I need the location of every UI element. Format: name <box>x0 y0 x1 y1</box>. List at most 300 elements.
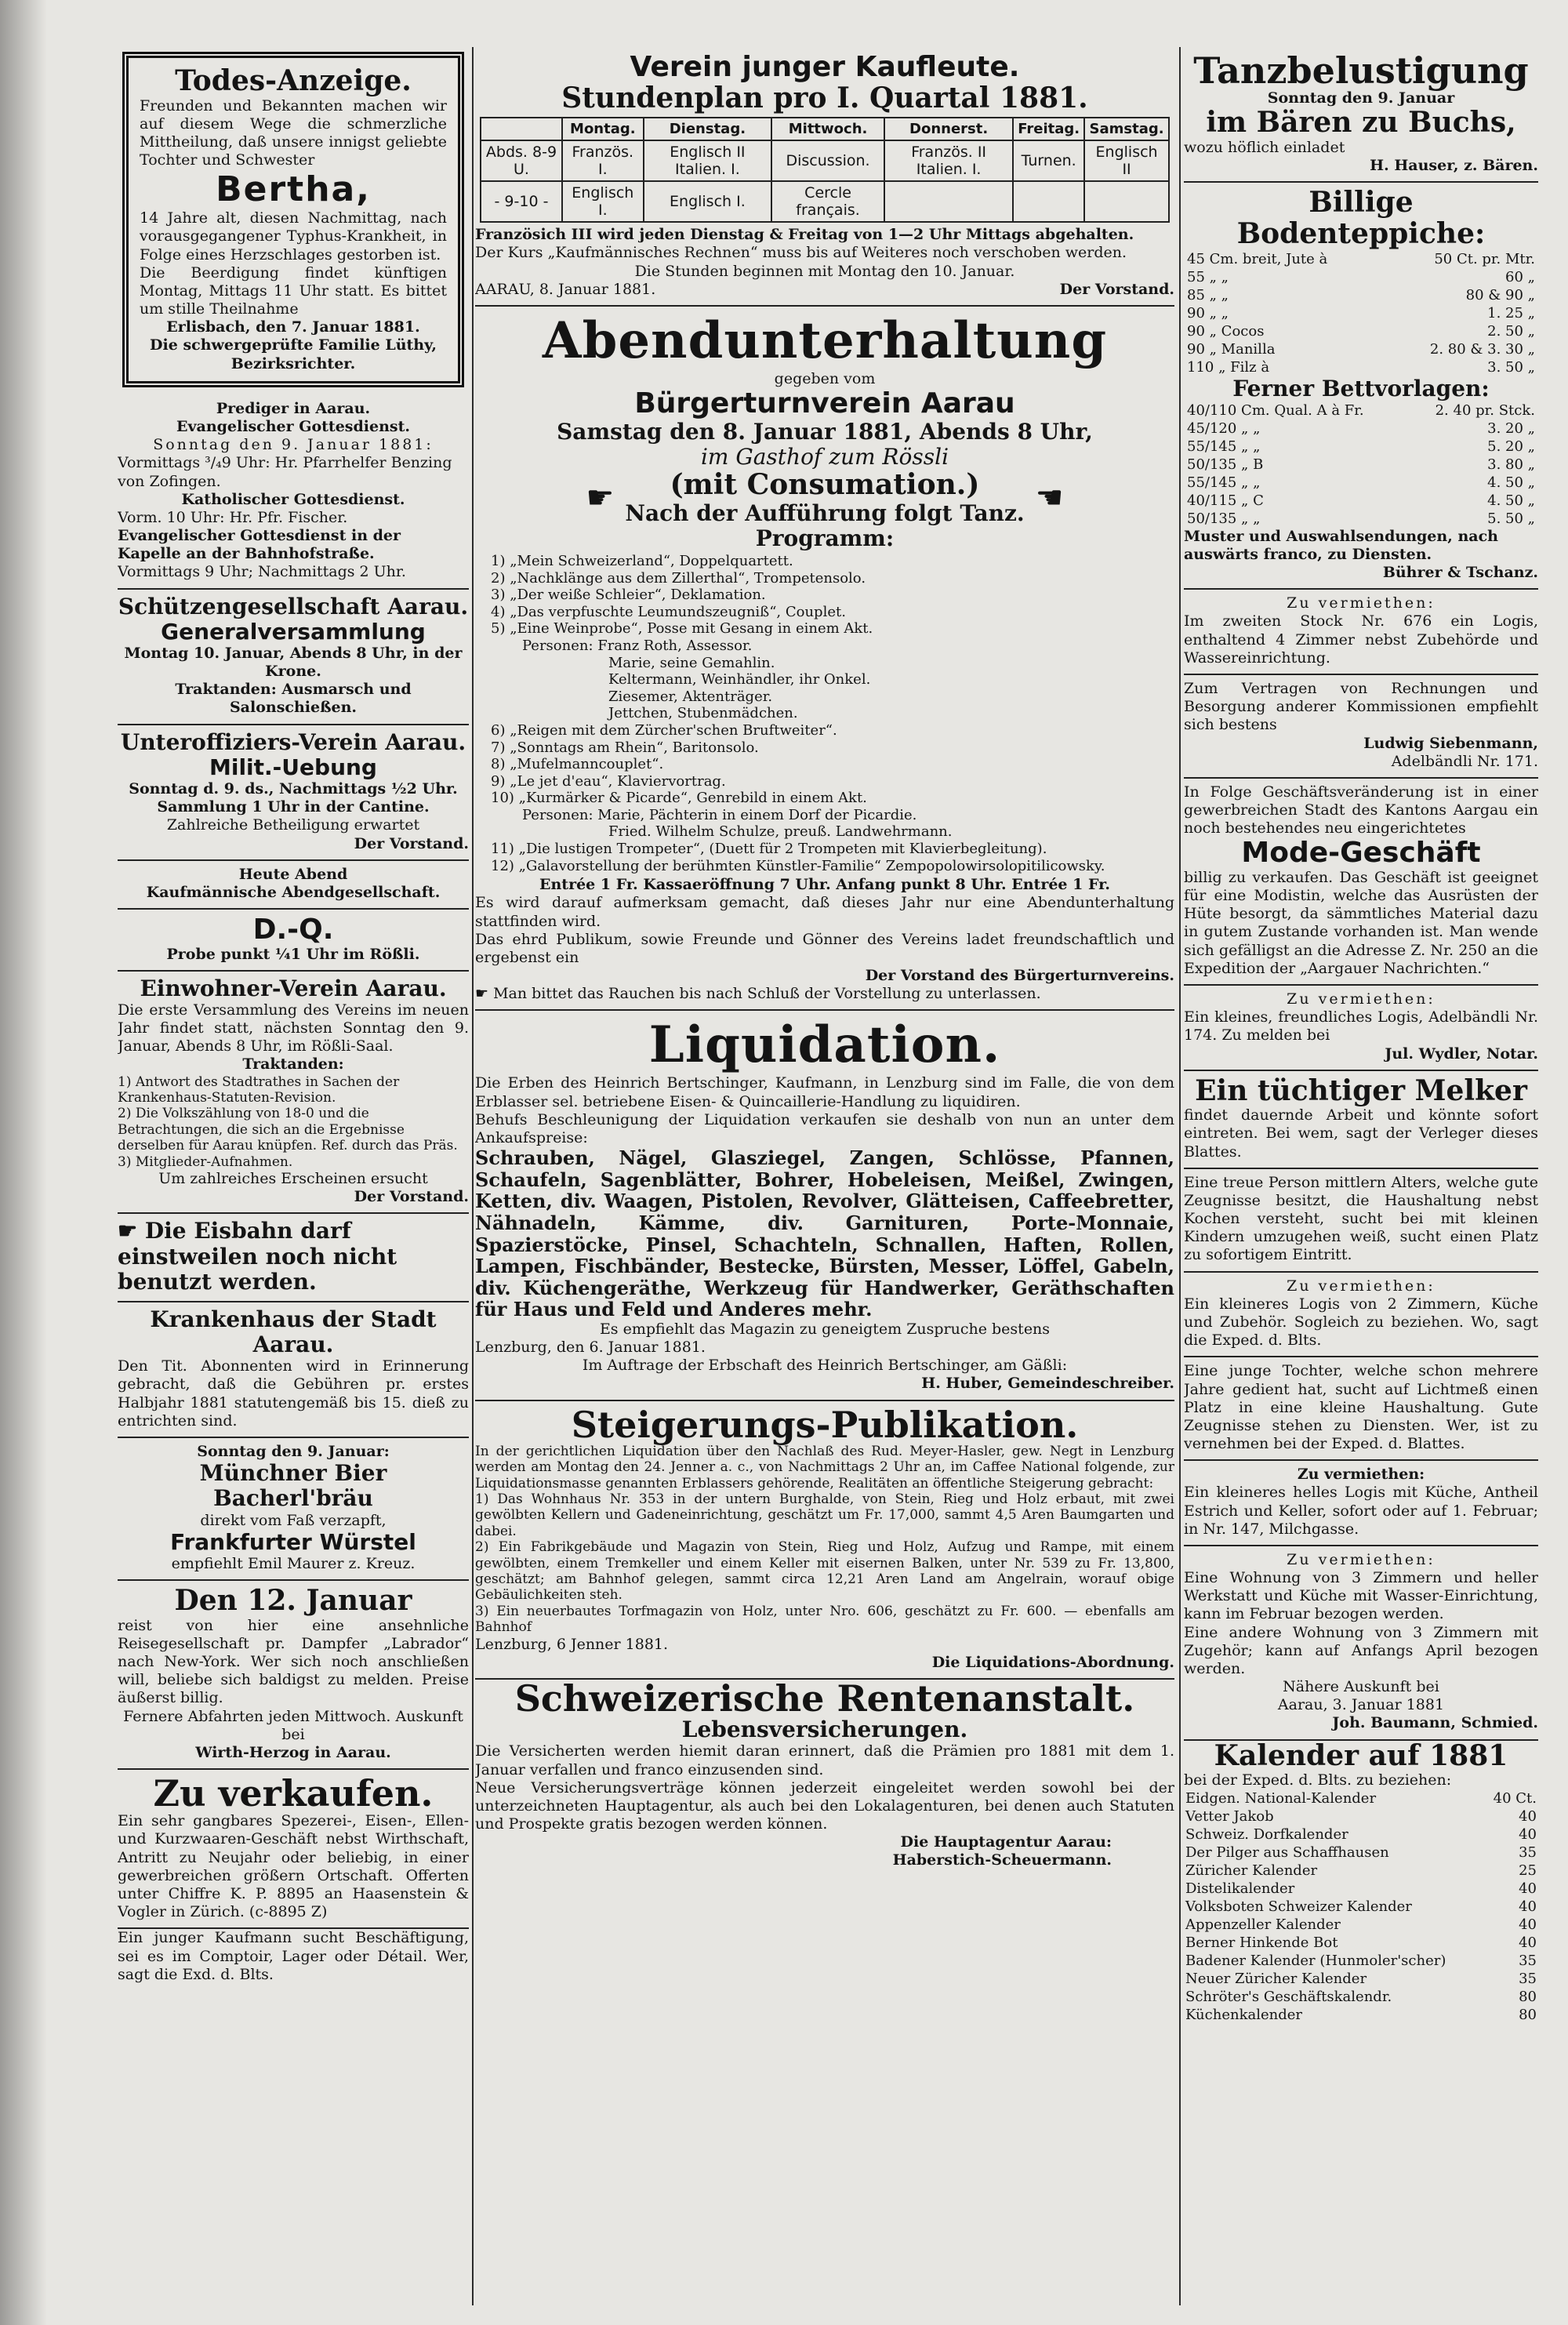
price-row <box>1184 510 1538 528</box>
verein-date: AARAU, 8. Januar 1881. <box>475 280 656 298</box>
einwohner-item: 3) Mitglieder-Aufnahmen. <box>118 1153 293 1170</box>
program-item: 5) „Eine Weinprobe“, Posse mit Gesang in einem Akt. <box>491 620 873 638</box>
timetable-cell: Französ. II Italien. I. <box>884 140 1013 181</box>
abend-club: Bürgerturnverein Aarau <box>634 387 1015 420</box>
kalender-price: 35 <box>1519 1953 1537 1970</box>
liquidation-signer: H. Huber, Gemeindeschreiber. <box>921 1375 1174 1393</box>
vermieten3-notice <box>1184 1273 1538 1358</box>
schuetzen-sub: Generalversammlung <box>161 618 426 645</box>
kalender-name: Volksboten Schweizer Kalender <box>1185 1898 1412 1916</box>
unteroffiziers-line1: Sonntag d. 9. ds., Nachmittags ½2 Uhr. Sammlung 1 Uhr in der Cantine. <box>129 779 458 816</box>
vorlagen-price-table <box>1184 401 1538 528</box>
kalender-row <box>1184 1916 1538 1934</box>
kalender-price: 80 <box>1519 2007 1537 2024</box>
vermieten2-notice <box>1184 986 1538 1071</box>
muenchner-title: Münchner Bier Bacherl'bräu <box>199 1460 387 1512</box>
boden-muster: Muster und Auswahlsendungen, nach auswärts franco, zu Diensten. <box>1184 527 1498 563</box>
death-notice-name: Bertha, <box>216 169 371 210</box>
einwohner-signer: Der Vorstand. <box>354 1188 469 1206</box>
timetable-header-row <box>481 118 1169 140</box>
verein-signer: Der Vorstand. <box>1059 280 1174 298</box>
kalender-sub: bei der Exped. d. Blts. zu beziehen: <box>1184 1771 1452 1789</box>
tanz-notice <box>1184 47 1538 183</box>
kalender-name: Berner Hinkende Bot <box>1185 1934 1338 1952</box>
liquidation-text2: Behufs Beschleunigung der Liquidation verkaufen sie deshalb von nun an unter dem Ankaufspreise: <box>475 1110 1174 1146</box>
kalender-name: Schweiz. Dorfkalender <box>1185 1826 1348 1844</box>
price-row <box>1184 268 1538 286</box>
price-row <box>1184 401 1538 420</box>
program-item: 11) „Die lustigen Trompeter“, (Duett für 2 Trompeten mit Klavierbegleitung). <box>491 841 1047 858</box>
kalender-price: 40 <box>1519 1898 1537 1916</box>
kalender-name: Badener Kalender (Hunmoler'scher) <box>1185 1953 1446 1970</box>
steigerung-notice <box>475 1401 1174 1680</box>
abend-smoke: Man bittet das Rauchen bis nach Schluß der Vorstellung zu unterlassen. <box>493 985 1041 1003</box>
tanz-signer: H. Hauser, z. Bären. <box>1370 157 1538 175</box>
renten-signer1: Die Hauptagentur Aarau: <box>900 1833 1112 1851</box>
krankenhaus-notice <box>118 1302 469 1438</box>
unteroffiziers-title: Unteroffiziers-Verein Aarau. <box>120 728 466 755</box>
vermieten5-text: Eine Wohnung von 3 Zimmern und heller Werkstatt und Küche mit Wasser-Einrichtung, kann im Februar bezogen werden. <box>1184 1569 1538 1623</box>
program-item: 4) „Das verpfuschte Leumundszeugniß“, Couplet. <box>491 603 846 620</box>
left-column <box>118 47 469 1984</box>
price-row <box>1184 358 1538 376</box>
kalender-price: 80 <box>1519 1989 1537 2006</box>
timetable-cell: Turnen. <box>1013 140 1084 181</box>
timetable-cell: Französ. I. <box>562 140 644 181</box>
timetable-header-cell: Dienstag. <box>644 118 771 140</box>
unteroffiziers-signer: Der Vorstand. <box>354 834 469 852</box>
timetable-cell: Abds. 8-9 U. <box>481 140 562 181</box>
program-item: 8) „Mufelmanncouplet“. <box>491 756 664 773</box>
boden-notice <box>1184 183 1538 590</box>
person: Marie, seine Gemahlin. <box>608 654 775 671</box>
kalender-price: 25 <box>1519 1862 1537 1880</box>
persons-label: Personen: <box>522 806 593 823</box>
schuetzen-title: Schützengesellschaft Aarau. <box>118 593 469 619</box>
timetable-cell: Englisch I. <box>644 181 771 222</box>
einwohner-notice <box>118 972 469 1215</box>
einwohner-title: Einwohner-Verein Aarau. <box>140 975 447 1001</box>
vermieten5-notice <box>1184 1546 1538 1741</box>
chapel-service-line: Vormittags 9 Uhr; Nachmittags 2 Uhr. <box>118 563 406 581</box>
price-row <box>1184 340 1538 358</box>
verkaufen-notice <box>118 1770 469 1929</box>
steigerung-item: 1) Das Wohnhaus Nr. 353 in der untern Burghalde, von Stein, Rieg und Holz erbaut, mit zwei gewölbten Kellern und Gadeneinrichtung, geschätzt um Fr. 17,000, sammt 4,5 Aren Baumgarten und dabei. <box>475 1491 1174 1539</box>
abend-consumation-row <box>475 470 1174 526</box>
timetable-cell: - 9-10 - <box>481 181 562 222</box>
cath-service-line: Vorm. 10 Uhr: Hr. Pfr. Fischer. <box>118 508 348 526</box>
verein-footer <box>475 281 1174 299</box>
program-item: 1) „Mein Schweizerland“, Doppelquartett. <box>491 552 793 569</box>
tanz-line2: im Bären zu Buchs, <box>1206 106 1516 140</box>
price-label: 85 „ „ <box>1187 286 1229 303</box>
person: Ziesemer, Aktenträger. <box>608 688 773 705</box>
price-row <box>1184 304 1538 322</box>
liquidation-date: Lenzburg, den 6. Januar 1881. <box>475 1339 706 1357</box>
preachers-title: Prediger in Aarau. <box>216 399 371 417</box>
timetable-cell <box>1084 181 1169 222</box>
boden-title: Billige Bodenteppiche: <box>1236 186 1486 250</box>
kalender-price: 40 <box>1519 1916 1537 1934</box>
price-label: 110 „ Filz à <box>1187 358 1270 376</box>
price-label: 55 „ „ <box>1187 268 1229 285</box>
muenchner-notice <box>118 1438 469 1581</box>
timetable-cell: Englisch II <box>1084 140 1169 181</box>
price-value: 4. 50 „ <box>1487 492 1535 509</box>
dq-title: D.-Q. <box>252 914 334 946</box>
chapel-service-title: Evangelischer Gottesdienst in der Kapelle an der Bahnhofstraße. <box>118 527 401 563</box>
vermieten1-text: Im zweiten Stock Nr. 676 ein Logis, enthaltend 4 Zimmer nebst Zubehörde und Wassereinrichtung. <box>1184 612 1538 667</box>
price-label: 40/115 „ C <box>1187 492 1264 509</box>
timetable-cell <box>1013 181 1084 222</box>
boden-price-table <box>1184 250 1538 376</box>
price-row <box>1184 250 1538 268</box>
pointing-hand-left-icon: ☚ <box>1035 479 1064 516</box>
abend-given: gegeben vom <box>774 369 876 387</box>
kalender-row <box>1184 1988 1538 2006</box>
price-row <box>1184 438 1538 456</box>
price-row <box>1184 456 1538 474</box>
dq-line: Probe punkt ¼1 Uhr im Rößli. <box>166 945 420 963</box>
vermieten4-text: Ein kleineres helles Logis mit Küche, Antheil Estrich und Keller, sofort oder auf 1. Februar; in Nr. 147, Milchgasse. <box>1184 1484 1538 1538</box>
januar-text2: Fernere Abfahrten jeden Mittwoch. Auskunft bei <box>123 1707 463 1743</box>
ev-service-line: Vormittags ³/₄9 Uhr: Hr. Pfarrhelfer Benzing von Zofingen. <box>118 454 452 490</box>
person: Keltermann, Weinhändler, ihr Onkel. <box>608 671 871 688</box>
price-value: 5. 20 „ <box>1487 438 1535 455</box>
vermieten5-signer: Joh. Baumann, Schmied. <box>1332 1714 1538 1732</box>
timetable-row <box>481 140 1169 181</box>
muenchner-sub: direkt vom Faß verzapft, <box>200 1511 387 1529</box>
price-label: 55/145 „ „ <box>1187 474 1261 491</box>
death-notice-title: Todes-Anzeige. <box>175 64 412 97</box>
unteroffiziers-line2: Zahlreiche Betheiligung erwartet <box>166 816 420 834</box>
price-label: 55/145 „ „ <box>1187 438 1261 455</box>
kalender-name: Züricher Kalender <box>1185 1862 1318 1880</box>
column-divider <box>1179 47 1181 2305</box>
abend-notice <box>475 307 1174 1012</box>
program-item: 12) „Galavorstellung der berühmten Künstler-Familie“ Zempopolowirsolopitilicowsky. <box>491 857 1105 874</box>
timetable-header-cell: Mittwoch. <box>771 118 884 140</box>
pointing-hand-right-icon: ☛ <box>586 479 615 516</box>
death-notice-signer: Die schwergeprüfte Familie Lüthy, Bezirksrichter. <box>150 336 437 372</box>
renten-text2: Neue Versicherungsverträge können jederzeit eingeleitet werden sowohl bei der unterzeichneten Hauptagentur, als auch bei den Lokalagenturen, bei denen auch Statuten und Prospekte gratis bezogen werden können. <box>475 1778 1174 1833</box>
schuetzen-line2: Traktanden: Ausmarsch und Salonschießen. <box>175 681 412 717</box>
program-persons <box>491 638 1174 655</box>
vermieten5-date: Aarau, 3. Januar 1881 <box>1277 1696 1445 1714</box>
middle-column <box>475 47 1174 1870</box>
steigerung-date: Lenzburg, 6 Jenner 1881. <box>475 1635 669 1653</box>
kalender-row <box>1184 1934 1538 1952</box>
program-persons <box>491 807 1174 824</box>
kalender-row <box>1184 2006 1538 2024</box>
heute-line2: Kaufmännische Abendgesellschaft. <box>146 883 441 901</box>
person: Marie, Pächterin in einem Dorf der Picardie. <box>597 806 917 823</box>
kalender-name: Eidgen. National-Kalender <box>1185 1790 1377 1807</box>
vermieten1-notice <box>1184 590 1538 675</box>
kalender-name: Küchenkalender <box>1185 2007 1302 2024</box>
vermieten3-text: Ein kleineres Logis von 2 Zimmern, Küche und Zubehör. Sogleich zu beziehen. Wo, sagt die Exped. d. Blts. <box>1184 1295 1538 1350</box>
verein-title: Verein junger Kaufleute. <box>630 51 1020 83</box>
abend-text2: Das ehrd Publikum, sowie Freunde und Gönner des Vereins ladet freundschaftlich und ergebenst ein <box>475 930 1174 966</box>
kalender-title: Kalender auf 1881 <box>1214 1738 1508 1772</box>
steigerung-item: 3) Ein neuerbautes Torfmagazin von Holz, unter Nro. 606, geschätzt zu Fr. 600. — ebenfalls am Bahnhof <box>475 1603 1174 1636</box>
preachers-notice <box>118 395 469 590</box>
program-item: 2) „Nachklänge aus dem Zillerthal“, Trompetensolo. <box>491 569 866 587</box>
eisbahn-notice <box>118 1214 469 1302</box>
melker-text: findet dauernde Arbeit und könnte sofort eintreten. Bei wem, sagt der Verleger dieses Blattes. <box>1184 1106 1538 1161</box>
death-notice-text: Freunden und Bekannten machen wir auf diesem Wege die schmerzliche Mittheilung, daß unsere innigst geliebte Tochter und Schwester <box>140 96 447 169</box>
price-row <box>1184 492 1538 510</box>
verein-note2: Der Kurs „Kaufmännisches Rechnen“ muss bis auf Weiteres noch verschoben werden. <box>475 244 1127 262</box>
boden-signer: Bührer & Tschanz. <box>1382 564 1538 582</box>
person-text: Eine treue Person mittlern Alters, welche gute Zeugnisse besitzt, die Haushaltung nebst Kochen versteht, sucht bei mit kleinen Kindern umzugehen weiß, sucht einen Platz zu sofortigem Eintritt. <box>1184 1173 1538 1264</box>
steigerung-item: 2) Ein Fabrikgebäude und Magazin von Stein, Rieg und Holz, Aufzug und Rampe, mit einem gewölbten, einem Tremkeller und einem Keller mit eisernen Balken, unter Nr. 539 zu Fr. 13,800, geschätzt; am Bahnhof gelegen, sammt circa 12,21 Aren Land am Angelrain, worauf obige Gebäulichkeiten steh. <box>475 1539 1174 1604</box>
person: Jettchen, Stubenmädchen. <box>608 705 798 722</box>
verein-sub: Stundenplan pro I. Quartal 1881. <box>561 81 1088 114</box>
price-value: 80 & 90 „ <box>1465 286 1535 303</box>
abend-dance: Nach der Aufführung folgt Tanz. <box>625 500 1025 526</box>
abend-program <box>491 553 1174 874</box>
kalender-row <box>1184 1970 1538 1988</box>
kalender-name: Der Pilger aus Schaffhausen <box>1185 1844 1389 1862</box>
price-value: 50 Ct. pr. Mtr. <box>1434 250 1535 267</box>
price-value: 3. 20 „ <box>1487 420 1535 437</box>
kalender-row <box>1184 1880 1538 1898</box>
price-row <box>1184 286 1538 304</box>
vermieten2-text: Ein kleines, freundliches Logis, Adelbändli Nr. 174. Zu melden bei <box>1184 1008 1538 1044</box>
timetable-cell <box>884 181 1013 222</box>
vermieten3-title: Zu vermiethen: <box>1287 1277 1436 1295</box>
timetable-header-cell: Montag. <box>562 118 644 140</box>
price-value: 2. 80 & 3. 30 „ <box>1429 340 1535 358</box>
januar-notice <box>118 1581 469 1770</box>
kalender-name: Schröter's Geschäftskalendr. <box>1185 1989 1392 2006</box>
price-row <box>1184 474 1538 492</box>
verein-note3: Die Stunden beginnen mit Montag den 10. Januar. <box>634 262 1015 280</box>
abend-prog-title: Programm: <box>755 525 895 551</box>
death-notice <box>122 52 464 387</box>
einwohner-item: 1) Antwort des Stadtrathes in Sachen der Krankenhaus-Statuten-Revision. <box>118 1073 400 1106</box>
melker-notice <box>1184 1071 1538 1169</box>
kalender-price: 40 <box>1519 1826 1537 1844</box>
schuetzen-line1: Montag 10. Januar, Abends 8 Uhr, in der Krone. <box>124 644 463 681</box>
liquidation-notice <box>475 1011 1174 1400</box>
timetable-row <box>481 181 1169 222</box>
kaufmann-notice <box>118 1929 469 1984</box>
muenchner-date: Sonntag den 9. Januar: <box>197 1442 390 1460</box>
steigerung-text: In der gerichtlichen Liquidation über den Nachlaß des Rud. Meyer-Hasler, gew. Negt in Lenzburg werden am Montag den 24. Jenner a. c., von Nachmittags 2 Uhr an, im Caffee National folgende, zur Liquidationsmasse genannten Erblassers gehörende, Realitäten an öffentliche Steigerung gebracht: <box>475 1443 1174 1491</box>
program-item: 6) „Reigen mit dem Zürcher'schen Bruftweiter“. <box>491 721 837 739</box>
tanz-line1: Sonntag den 9. Januar <box>1267 89 1455 107</box>
price-label: 50/135 „ „ <box>1187 510 1261 527</box>
renten-signer2: Haberstich-Scheuermann. <box>892 1851 1112 1869</box>
kalender-row <box>1184 1807 1538 1825</box>
vermieten5-title: Zu vermiethen: <box>1287 1550 1436 1568</box>
abend-smoke-row <box>475 985 1174 1003</box>
person: Franz Roth, Assessor. <box>597 637 753 654</box>
price-value: 3. 80 „ <box>1487 456 1535 473</box>
dq-notice <box>118 910 469 972</box>
kalender-notice <box>1184 1738 1538 2025</box>
renten-text: Die Versicherten werden hiemit daran erinnert, daß die Prämien pro 1881 mit dem 1. Januar verfallen und franco einzusenden sind. <box>475 1742 1174 1778</box>
price-label: 90 „ Cocos <box>1187 322 1265 340</box>
kalender-name: Neuer Züricher Kalender <box>1185 1971 1367 1988</box>
kalender-price: 40 Ct. <box>1493 1790 1537 1807</box>
vorlagen-title: Ferner Bettvorlagen: <box>1232 375 1490 401</box>
ev-service-date: Sonntag den 9. Januar 1881: <box>153 436 434 454</box>
tochter-text: Eine junge Tochter, welche schon mehrere Jahre gedient hat, sucht auf Lichtmeß einen Platz in eine kleine Haushaltung. Gute Zeugnisse stehen zu Diensten. Wer, ist zu vernehmen bei der Exped. d. Blattes. <box>1184 1362 1538 1453</box>
kalender-list <box>1184 1789 1538 2024</box>
vertragen-signer: Ludwig Siebenmann, <box>1363 734 1538 752</box>
death-notice-text3: Die Beerdigung findet künftigen Montag, Mittags 11 Uhr statt. Es bittet um stille Theilnahme <box>140 263 447 318</box>
timetable-header-cell: Samstag. <box>1084 118 1169 140</box>
mode-notice <box>1184 779 1538 986</box>
liquidation-text4: Im Auftrage der Erbschaft des Heinrich Bertschinger, am Gäßli: <box>582 1357 1068 1375</box>
price-value: 4. 50 „ <box>1487 474 1535 491</box>
price-value: 60 „ <box>1505 268 1535 285</box>
verein-notice <box>475 47 1174 307</box>
price-value: 3. 50 „ <box>1487 358 1535 376</box>
timetable-header-cell: Freitag. <box>1013 118 1084 140</box>
kalender-row <box>1184 1789 1538 1807</box>
kalender-price: 40 <box>1519 1808 1537 1825</box>
renten-sub: Lebensversicherungen. <box>681 1717 968 1743</box>
einwohner-text: Die erste Versammlung des Vereins im neuen Jahr findet statt, nächsten Sonntag den 9. Januar, Abends 8 Uhr, im Rößli-Saal. <box>118 1001 469 1055</box>
krankenhaus-text: Den Tit. Abonnenten wird in Erinnerung gebracht, daß die Gebühren pr. erstes Halbjahr 1881 statutengemäß bis 15. dieß zu entrichten sind. <box>118 1357 469 1430</box>
death-notice-date: Erlisbach, den 7. Januar 1881. <box>166 318 420 336</box>
steigerung-title: Steigerungs-Publikation. <box>571 1403 1079 1446</box>
kalender-row <box>1184 1862 1538 1880</box>
renten-title: Schweizerische Rentenanstalt. <box>514 1677 1135 1720</box>
column-divider <box>472 47 474 2305</box>
heute-line1: Heute Abend <box>238 865 348 883</box>
januar-signer: Wirth-Herzog in Aarau. <box>195 1743 391 1761</box>
price-label: 90 „ Manilla <box>1187 340 1276 358</box>
program-item: 10) „Kurmärker & Picarde“, Genrebild in einem Akt. <box>491 790 867 807</box>
steigerung-signer: Die Liquidations-Abordnung. <box>931 1653 1174 1671</box>
kalender-name: Distelikalender <box>1185 1880 1295 1898</box>
unteroffiziers-sub: Milit.-Uebung <box>209 754 377 780</box>
ev-service-title: Evangelischer Gottesdienst. <box>176 418 410 435</box>
pointing-hand-icon: ☛ <box>475 985 494 1003</box>
kalender-name: Vetter Jakob <box>1185 1808 1274 1825</box>
eisbahn-text: ☛ Die Eisbahn darf einstweilen noch nicht benutzt werden. <box>118 1218 397 1295</box>
abend-text1: Es wird darauf aufmerksam gemacht, daß dieses Jahr nur eine Abendunterhaltung stattfinden wird. <box>475 894 1174 930</box>
program-item: 7) „Sonntags am Rhein“, Baritonsolo. <box>491 739 759 756</box>
vermieten4-title: Zu vermiethen: <box>1297 1466 1425 1484</box>
vermieten1-title: Zu vermiethen: <box>1287 594 1436 612</box>
vertragen-text: Zum Vertragen von Rechnungen und Besorgung anderer Kommissionen empfiehlt sich bestens <box>1184 679 1538 734</box>
timetable-cell: Englisch II Italien. I. <box>644 140 771 181</box>
kalender-name: Appenzeller Kalender <box>1185 1916 1341 1934</box>
price-label: 45 Cm. breit, Jute à <box>1187 250 1328 267</box>
krankenhaus-title: Krankenhaus der Stadt Aarau. <box>150 1306 437 1358</box>
price-value: 2. 40 pr. Stck. <box>1435 401 1535 419</box>
price-row <box>1184 420 1538 438</box>
mode-title: Mode-Geschäft <box>1241 837 1481 870</box>
abend-title: Abendunterhaltung <box>542 311 1108 370</box>
abend-when: Samstag den 8. Januar 1881, Abends 8 Uhr, <box>557 418 1093 445</box>
kalender-row <box>1184 1844 1538 1862</box>
kalender-price: 40 <box>1519 1880 1537 1898</box>
person-notice <box>1184 1169 1538 1273</box>
abend-entry: Entrée 1 Fr. Kassaeröffnung 7 Uhr. Anfang punkt 8 Uhr. Entrée 1 Fr. <box>539 876 1110 894</box>
person: Fried. Wilhelm Schulze, preuß. Landwehrmann. <box>608 823 953 841</box>
tanz-title: Tanzbelustigung <box>1193 49 1529 92</box>
liquidation-text: Die Erben des Heinrich Bertschinger, Kaufmann, in Lenzburg sind im Falle, die von dem Erblasser sel. betriebene Eisen- & Quincaillerie-Handlung zu liquidiren. <box>475 1074 1174 1110</box>
einwohner-trakt: Traktanden: <box>242 1055 344 1073</box>
abend-where: im Gasthof zum Rössli <box>700 443 949 470</box>
persons-label: Personen: <box>522 637 593 654</box>
muenchner-line: empfiehlt Emil Maurer z. Kreuz. <box>171 1554 416 1572</box>
timetable-cell: Englisch I. <box>562 181 644 222</box>
tochter-notice <box>1184 1357 1538 1461</box>
timetable <box>480 117 1170 223</box>
schuetzen-notice <box>118 590 469 725</box>
kalender-row <box>1184 1952 1538 1970</box>
kalender-price: 35 <box>1519 1844 1537 1862</box>
einwohner-item: 2) Die Volkszählung von 18-0 und die Betrachtungen, die sich an die Ergebnisse derselben für Aarau knüpfen. Ref. durch das Präs. <box>118 1106 458 1154</box>
liquidation-text3: Es empfiehlt das Magazin zu geneigtem Zuspruche bestens <box>599 1320 1051 1338</box>
vertragen-notice <box>1184 675 1538 779</box>
liquidation-goods: Schrauben, Nägel, Glasziegel, Zangen, Schlösse, Pfannen, Schaufeln, Sagenblätter, Bohrer, Hobeleisen, Meißel, Zwingen, Ketten, div. Waagen, Pistolen, Revolver, Glätteisen, Caffeebretter, Nähnadeln, Kämme, div. Garnituren, Porte-Monnaie, Spazierstöcke, Pinsel, Schachteln, Schnallen, Haften, Rollen, Lampen, Fischbänder, Bestecke, Bürsten, Messer, Löffel, Gabeln, div. Küchengeräthe, Werkzeug für Handwerker, Geräthschaften für Haus und Feld und Anderes mehr. <box>475 1146 1174 1321</box>
melker-title: Ein tüchtiger Melker <box>1195 1073 1527 1107</box>
kalender-price: 35 <box>1519 1971 1537 1988</box>
abend-signer: Der Vorstand des Bürgerturnvereins. <box>865 967 1174 985</box>
timetable-header-cell <box>481 118 562 140</box>
kalender-row <box>1184 1898 1538 1916</box>
kaufmann-text: Ein junger Kaufmann sucht Beschäftigung, sei es im Comptoir, Lager oder Détail. Wer, sagt die Exd. d. Blts. <box>118 1929 469 1983</box>
price-value: 1. 25 „ <box>1487 304 1535 322</box>
price-label: 45/120 „ „ <box>1187 420 1261 437</box>
price-row <box>1184 322 1538 340</box>
liquidation-title: Liquidation. <box>648 1015 1001 1075</box>
einwohner-closing: Um zahlreiches Erscheinen ersucht <box>158 1170 428 1187</box>
januar-title: Den 12. Januar <box>174 1584 412 1618</box>
abend-consumation: (mit Consumation.) <box>670 468 980 502</box>
timetable-header-cell: Donnerst. <box>884 118 1013 140</box>
price-label: 90 „ „ <box>1187 304 1229 322</box>
heute-notice <box>118 861 469 910</box>
vermieten4-notice <box>1184 1461 1538 1546</box>
right-column <box>1184 47 1538 2024</box>
januar-text: reist von hier eine ansehnliche Reisegesellschaft pr. Dampfer „Labrador“ nach New-York. Wer sich noch anschließen will, beliebe sich baldigst zu melden. Preise äußerst billig. <box>118 1616 469 1707</box>
death-notice-text2: 14 Jahre alt, diesen Nachmittag, nach vorausgegangener Typhus-Krankheit, in Folge eines Herzschlages gestorben ist. <box>140 209 447 263</box>
verkaufen-title: Zu verkaufen. <box>153 1772 434 1815</box>
verein-note1: Französich III wird jeden Dienstag & Freitag von 1—2 Uhr Mittags abgehalten. <box>475 226 1134 244</box>
unteroffiziers-notice <box>118 725 469 861</box>
program-item: 9) „Le jet d'eau“, Klaviervortrag. <box>491 772 726 790</box>
vermieten5-text3: Nähere Auskunft bei <box>1283 1678 1439 1696</box>
mode-text: In Folge Geschäftsveränderung ist in einer gewerbreichen Stadt des Kantons Aargau ein noch bestehendes neu eingerichtetes <box>1184 783 1538 837</box>
timetable-cell: Discussion. <box>771 140 884 181</box>
renten-notice <box>475 1677 1174 1870</box>
price-label: 40/110 Cm. Qual. A à Fr. <box>1187 401 1364 419</box>
vermieten2-title: Zu vermiethen: <box>1287 990 1436 1008</box>
cath-service-title: Katholischer Gottesdienst. <box>181 490 405 508</box>
price-value: 2. 50 „ <box>1487 322 1535 340</box>
kalender-price: 40 <box>1519 1934 1537 1952</box>
vermieten2-signer: Jul. Wydler, Notar. <box>1385 1044 1538 1063</box>
tanz-line3: wozu höflich einladet <box>1184 139 1345 157</box>
mode-text2: billig zu verkaufen. Das Geschäft ist geeignet für eine Modistin, welche das Ausrüsten der Hüte besorgt, da sämmtliches Material dazu in gutem Zustande vorhanden ist. Man wende sich gefälligst an die Adresse Z. Nr. 250 an die Expedition der „Aargauer Nachrichten.“ <box>1184 868 1538 977</box>
program-item: 3) „Der weiße Schleier“, Deklamation. <box>491 587 766 604</box>
timetable-cell: Cercle français. <box>771 181 884 222</box>
price-value: 5. 50 „ <box>1487 510 1535 527</box>
kalender-row <box>1184 1825 1538 1844</box>
vertragen-addr: Adelbändli Nr. 171. <box>1391 752 1538 770</box>
verkaufen-text: Ein sehr gangbares Spezerei-, Eisen-, Ellen- und Kurzwaaren-Geschäft nebst Wirthschaft, Antritt zu Neujahr oder beliebig, in einer gewerbreichen größern Ortschaft. Offerten unter Chiffre K. P. 8895 an Haasenstein & Vogler in Zürich. (c-8895 Z) <box>118 1812 469 1921</box>
